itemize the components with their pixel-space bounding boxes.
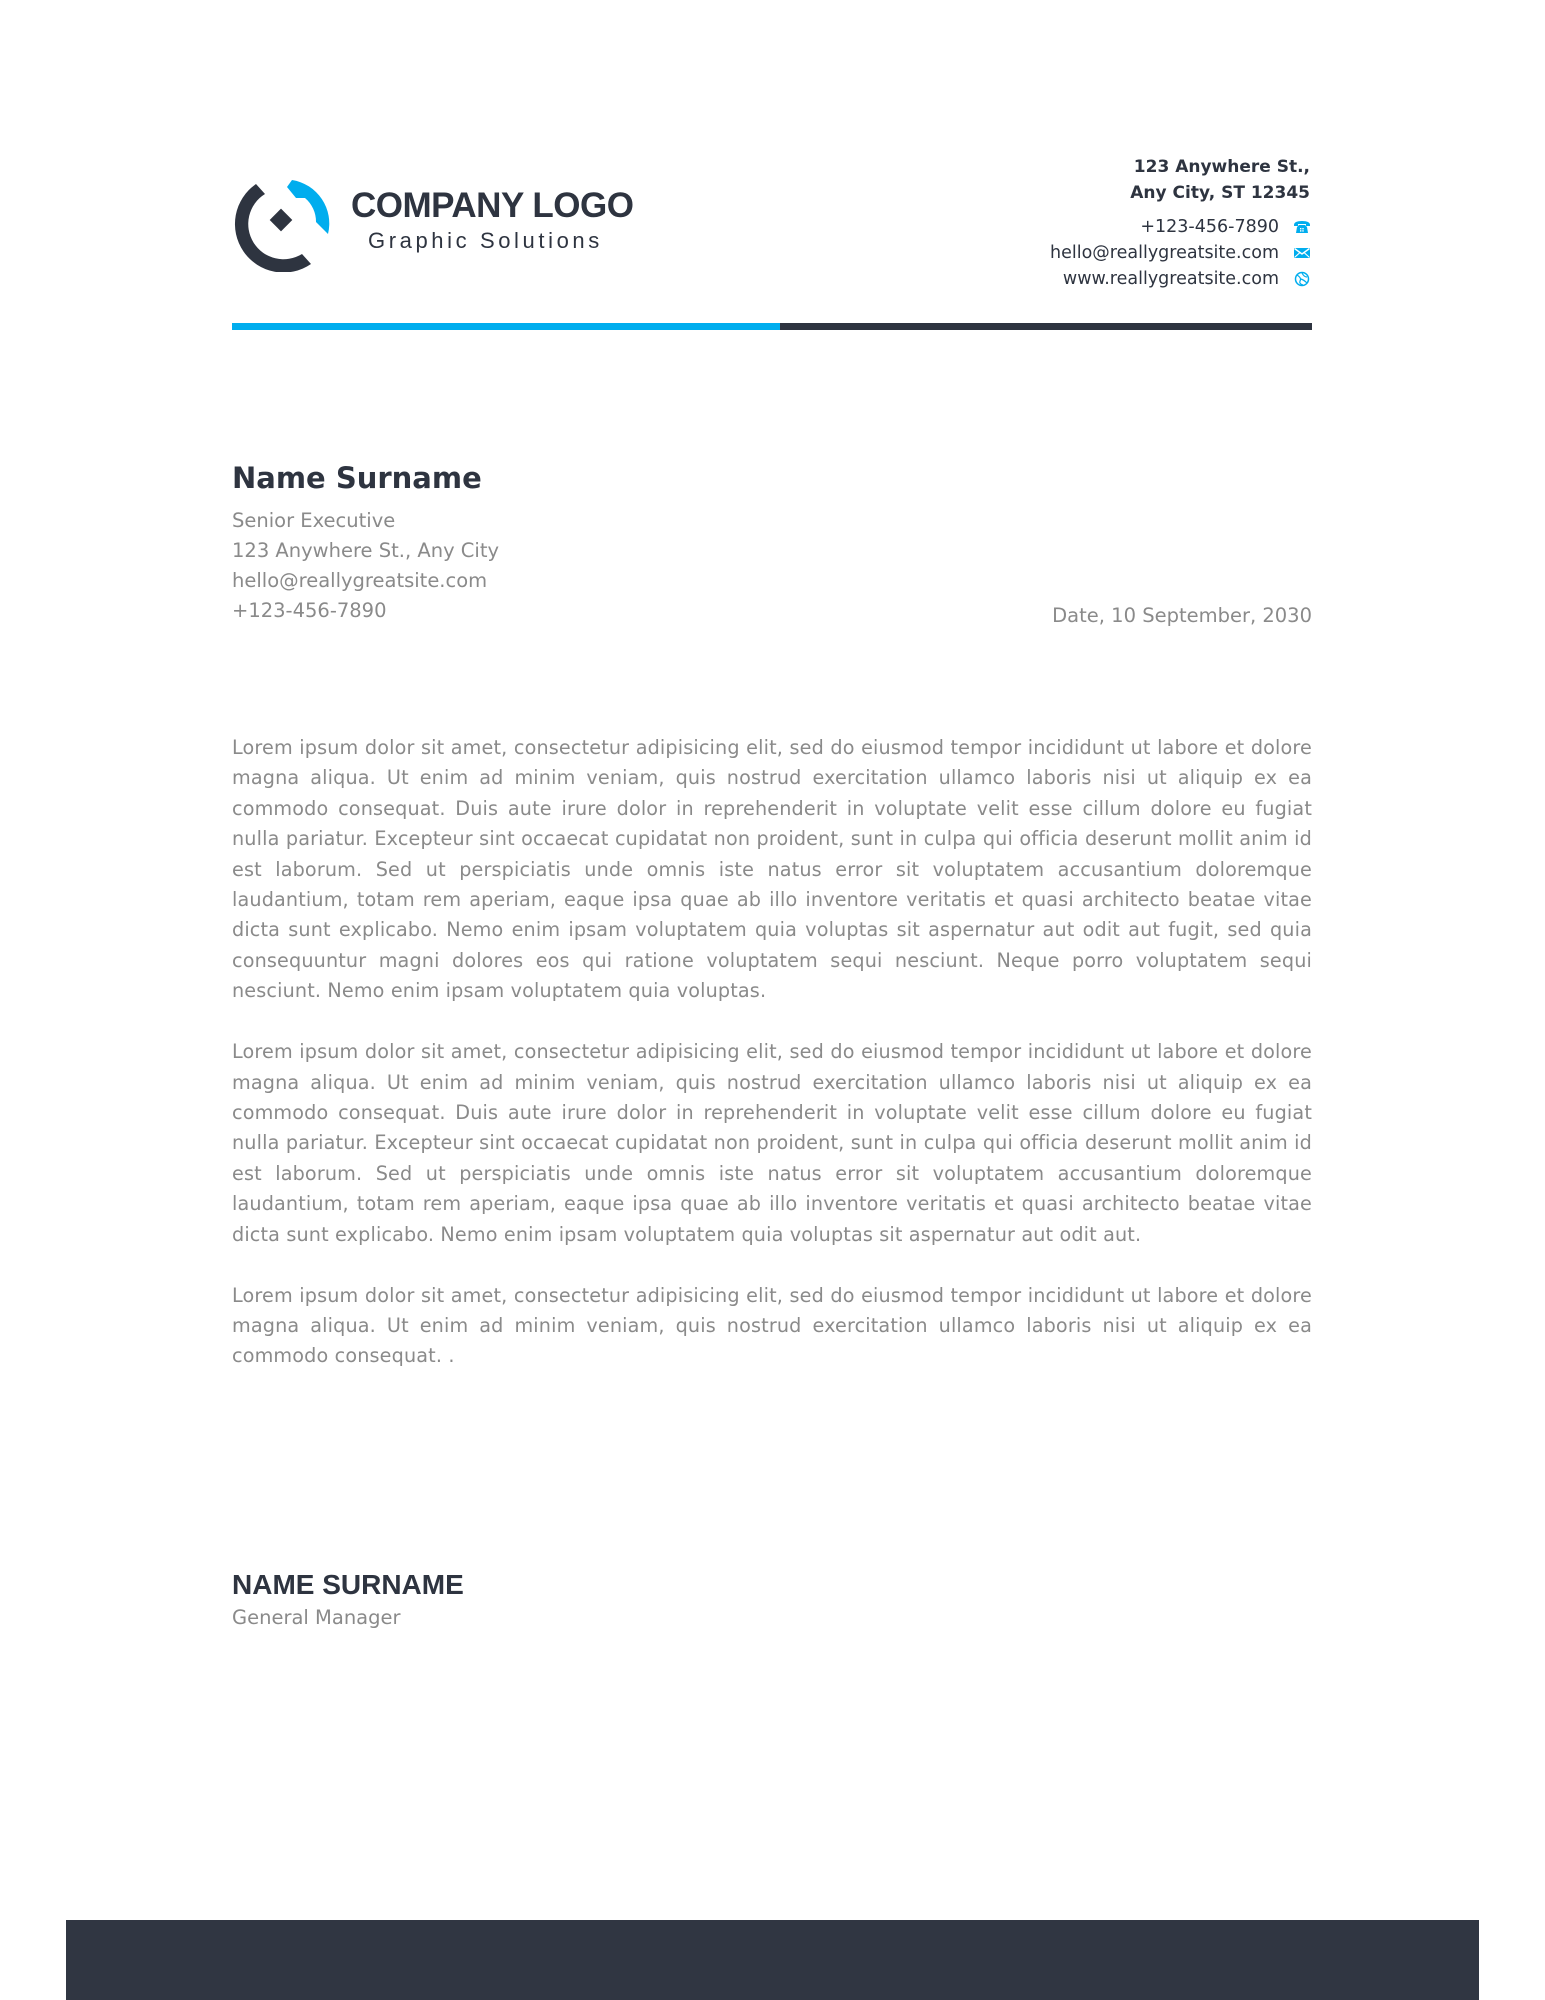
contact-email[interactable]	[1050, 240, 1313, 266]
header-divider-accent	[232, 323, 780, 330]
recipient-phone: +123-456-7890	[232, 599, 387, 622]
signature-block	[232, 1567, 464, 1633]
mail-icon	[1293, 245, 1311, 261]
contact-website-text[interactable]: www.reallygreatsite.com	[1062, 269, 1279, 289]
recipient-address: 123 Anywhere St., Any City	[232, 539, 500, 562]
letter-body	[232, 733, 1312, 1402]
logo-diamond	[270, 209, 293, 232]
body-paragraph: Lorem ipsum dolor sit amet, consectetur adipisicing elit, sed do eiusmod tempor incididunt ut labore et dolore magna aliqua. Ut enim ad minim veniam, quis nostrud exercitation ullamco laboris nisi ut aliquip ex ea commodo consequat. Duis aute irure dolor in reprehenderit in voluptate velit esse cillum dolore eu fugiat nulla pariatur. Excepteur sint occaecat cupidatat non proident, sunt in culpa qui officia deserunt mollit anim id est laborum. Sed ut perspiciatis unde omnis iste natus error sit voluptatem accusantium doloremque laudantium, totam rem aperiam, eaque ipsa quae ab illo inventore veritatis et quasi architecto beatae vitae dicta sunt explicabo. Nemo enim ipsam voluptatem quia voluptas sit aspernatur aut odit aut.	[232, 1040, 1312, 1246]
header-divider	[232, 323, 1312, 330]
company-address-line2: Any City, ST 12345	[1130, 183, 1310, 203]
header-divider-dark	[780, 323, 1312, 330]
letter-date: Date, 10 September, 2030	[1052, 604, 1312, 627]
recipient-name: Name Surname	[232, 461, 482, 495]
contact-email-text[interactable]: hello@reallygreatsite.com	[1050, 243, 1279, 263]
company-logo-icon	[232, 176, 332, 272]
signatory-role: General Manager	[232, 1606, 401, 1629]
contact-website[interactable]	[1050, 266, 1313, 292]
logo-blue-arc	[287, 180, 329, 234]
contact-phone-text: +123-456-7890	[1140, 217, 1279, 237]
brand-title: COMPANY LOGO	[351, 186, 634, 225]
phone-icon	[1293, 219, 1311, 235]
footer-band	[66, 1920, 1479, 2000]
recipient-email: hello@reallygreatsite.com	[232, 569, 488, 592]
body-paragraph: Lorem ipsum dolor sit amet, consectetur adipisicing elit, sed do eiusmod tempor incididunt ut labore et dolore magna aliqua. Ut enim ad minim veniam, quis nostrud exercitation ullamco laboris nisi ut aliquip ex ea commodo consequat. Duis aute irure dolor in reprehenderit in voluptate velit esse cillum dolore eu fugiat nulla pariatur. Excepteur sint occaecat cupidatat non proident, sunt in culpa qui officia deserunt mollit anim id est laborum. Sed ut perspiciatis unde omnis iste natus error sit voluptatem accusantium doloremque laudantium, totam rem aperiam, eaque ipsa quae ab illo inventore veritatis et quasi architecto beatae vitae dicta sunt explicabo. Nemo enim ipsam voluptatem quia voluptas sit aspernatur aut odit aut fugit, sed quia consequuntur magni dolores eos qui ratione voluptatem sequi nesciunt. Neque porro voluptatem sequi nesciunt. Nemo enim ipsam voluptatem quia voluptas.	[232, 736, 1312, 1003]
contact-phone	[1050, 214, 1313, 240]
signatory-name: NAME SURNAME	[232, 1569, 464, 1600]
body-paragraph: Lorem ipsum dolor sit amet, consectetur adipisicing elit, sed do eiusmod tempor incididunt ut labore et dolore magna aliqua. Ut enim ad minim veniam, quis nostrud exercitation ullamco laboris nisi ut aliquip ex ea commodo consequat. .	[232, 1283, 1312, 1368]
recipient-block	[232, 458, 499, 626]
company-contact-block	[1050, 154, 1313, 292]
globe-icon	[1293, 271, 1311, 287]
company-address-line1: 123 Anywhere St.,	[1133, 157, 1310, 177]
recipient-title: Senior Executive	[232, 509, 396, 532]
brand-subtitle: Graphic Solutions	[368, 228, 603, 253]
